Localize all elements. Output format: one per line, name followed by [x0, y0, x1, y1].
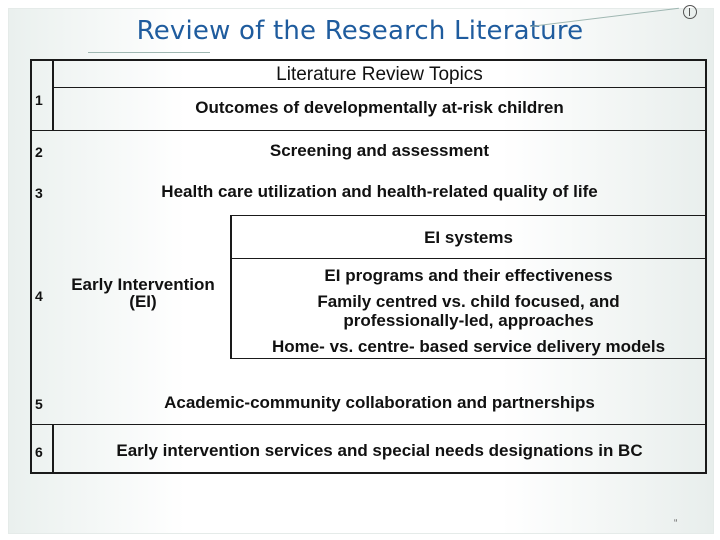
table-border-bottom	[30, 472, 707, 474]
topic-ei-services-bc: Early intervention services and special needs designations in BC	[116, 441, 643, 460]
topic-screening: Screening and assessment	[269, 141, 490, 160]
ei-box-top	[230, 215, 707, 216]
row-number: 6	[35, 444, 43, 460]
table-border-left	[30, 59, 32, 474]
table-header: Literature Review Topics	[276, 64, 483, 85]
table-border-right	[705, 59, 707, 474]
title-rule-left	[88, 52, 210, 53]
row-separator	[30, 424, 707, 425]
ei-subtopic: Family centred vs. child focused, and	[317, 292, 620, 311]
topic-collaboration: Academic-community collaboration and partnerships	[164, 393, 595, 412]
slide-indicator-icon	[683, 5, 697, 19]
ei-systems-heading: EI systems	[424, 228, 513, 247]
topic-early-intervention: Early Intervention	[71, 275, 215, 294]
topic-health-care: Health care utilization and health-related quality of life	[161, 182, 598, 201]
row-number: 2	[35, 144, 43, 160]
ei-subtopic: Home- vs. centre- based service delivery models	[271, 337, 666, 356]
ei-subtopic: professionally-led, approaches	[343, 311, 594, 330]
table-border-top	[30, 59, 707, 61]
row-number: 3	[35, 185, 43, 201]
page-number: “	[674, 518, 678, 529]
row-number: 5	[35, 396, 43, 412]
header-separator	[52, 87, 707, 88]
topic-outcomes: Outcomes of developmentally at-risk children	[195, 98, 564, 117]
ei-subtopic: EI programs and their effectiveness	[324, 266, 613, 285]
row-number: 1	[35, 92, 43, 108]
row-separator	[30, 130, 707, 131]
row-number: 4	[35, 288, 43, 304]
ei-box-bottom	[230, 358, 707, 359]
slide-title: Review of the Research Literature	[136, 16, 584, 46]
ei-box-divider	[230, 258, 707, 259]
topic-early-intervention-abbrev: (EI)	[129, 292, 157, 311]
